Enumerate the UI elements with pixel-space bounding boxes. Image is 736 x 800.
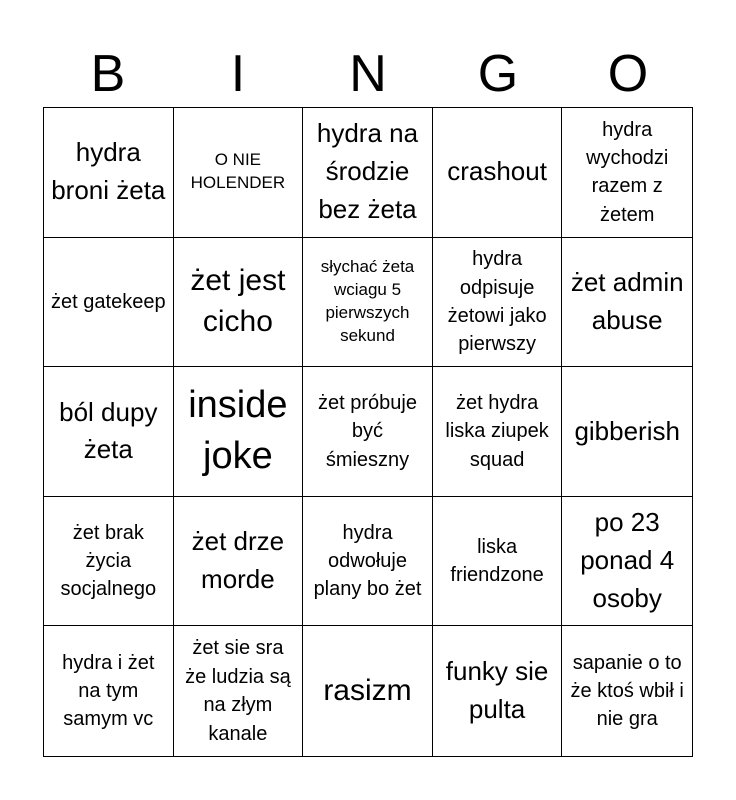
bingo-cell-text: żet admin abuse	[570, 266, 684, 335]
bingo-cell-text: liska friendzone	[450, 535, 544, 587]
header-letter-g: G	[477, 45, 519, 103]
bingo-cell-text: żet sie sra że ludzia są na złym kanale	[185, 637, 291, 745]
bingo-cell[interactable]	[562, 497, 692, 627]
bingo-cell[interactable]	[303, 626, 433, 756]
bingo-cell[interactable]	[174, 626, 304, 756]
bingo-cell[interactable]	[562, 367, 692, 497]
bingo-cell[interactable]	[174, 238, 304, 368]
bingo-cell[interactable]	[562, 238, 692, 368]
bingo-header	[43, 40, 693, 108]
bingo-cell[interactable]	[433, 626, 563, 756]
bingo-cell-text: żet próbuje być śmieszny	[318, 391, 417, 471]
bingo-cell[interactable]	[303, 238, 433, 368]
bingo-cell-text: funky sie pulta	[445, 656, 549, 725]
bingo-cell[interactable]	[433, 497, 563, 627]
bingo-cell-text: hydra broni żeta	[51, 137, 166, 206]
header-letter-n: N	[349, 45, 387, 103]
bingo-cell[interactable]	[44, 626, 174, 756]
bingo-cell-text: żet gatekeep	[51, 290, 166, 313]
bingo-cell-text: rasizm	[323, 673, 412, 707]
bingo-cell-text: hydra i żet na tym samym vc	[62, 651, 155, 731]
header-letter-o: O	[607, 45, 649, 103]
bingo-cell-text: hydra wychodzi razem z żetem	[586, 118, 669, 226]
bingo-cell-text: inside joke	[188, 383, 288, 478]
bingo-cell[interactable]	[303, 108, 433, 238]
bingo-cell[interactable]	[433, 238, 563, 368]
bingo-cell[interactable]	[433, 108, 563, 238]
bingo-cell[interactable]	[303, 367, 433, 497]
bingo-cell-text: żet jest cicho	[190, 264, 286, 338]
bingo-cell[interactable]	[44, 367, 174, 497]
bingo-cell[interactable]	[303, 497, 433, 627]
header-letter-b: B	[90, 45, 126, 103]
bingo-cell-text: po 23 ponad 4 osoby	[580, 507, 675, 614]
bingo-cell[interactable]	[44, 238, 174, 368]
bingo-cell[interactable]	[44, 108, 174, 238]
bingo-cell-text: żet drze morde	[191, 526, 285, 595]
bingo-cell-text: żet hydra liska ziupek squad	[445, 391, 549, 471]
bingo-cell-text: słychać żeta wciagu 5 pierwszych sekund	[320, 257, 415, 345]
bingo-cell-text: hydra odpisuje żetowi jako pierwszy	[447, 248, 547, 356]
bingo-cell[interactable]	[174, 108, 304, 238]
bingo-cell-text: ból dupy żeta	[59, 396, 158, 465]
bingo-cell-text: hydra na środzie bez żeta	[316, 118, 419, 225]
bingo-cell[interactable]	[174, 497, 304, 627]
bingo-grid	[43, 107, 693, 757]
bingo-cell-text: sapanie o to że ktoś wbił i nie gra	[570, 651, 684, 731]
bingo-cell-text: żet brak życia socjalnego	[60, 521, 157, 601]
header-letter-i: I	[230, 45, 246, 103]
bingo-cell[interactable]	[44, 497, 174, 627]
bingo-cell[interactable]	[562, 108, 692, 238]
bingo-cell[interactable]	[433, 367, 563, 497]
bingo-cell-text: hydra odwołuje plany bo żet	[313, 521, 422, 601]
bingo-cell[interactable]	[562, 626, 692, 756]
bingo-cell[interactable]	[174, 367, 304, 497]
bingo-cell-text: gibberish	[574, 415, 680, 446]
bingo-cell-text: crashout	[447, 156, 547, 187]
bingo-cell-text: O NIE HOLENDER	[190, 150, 286, 193]
